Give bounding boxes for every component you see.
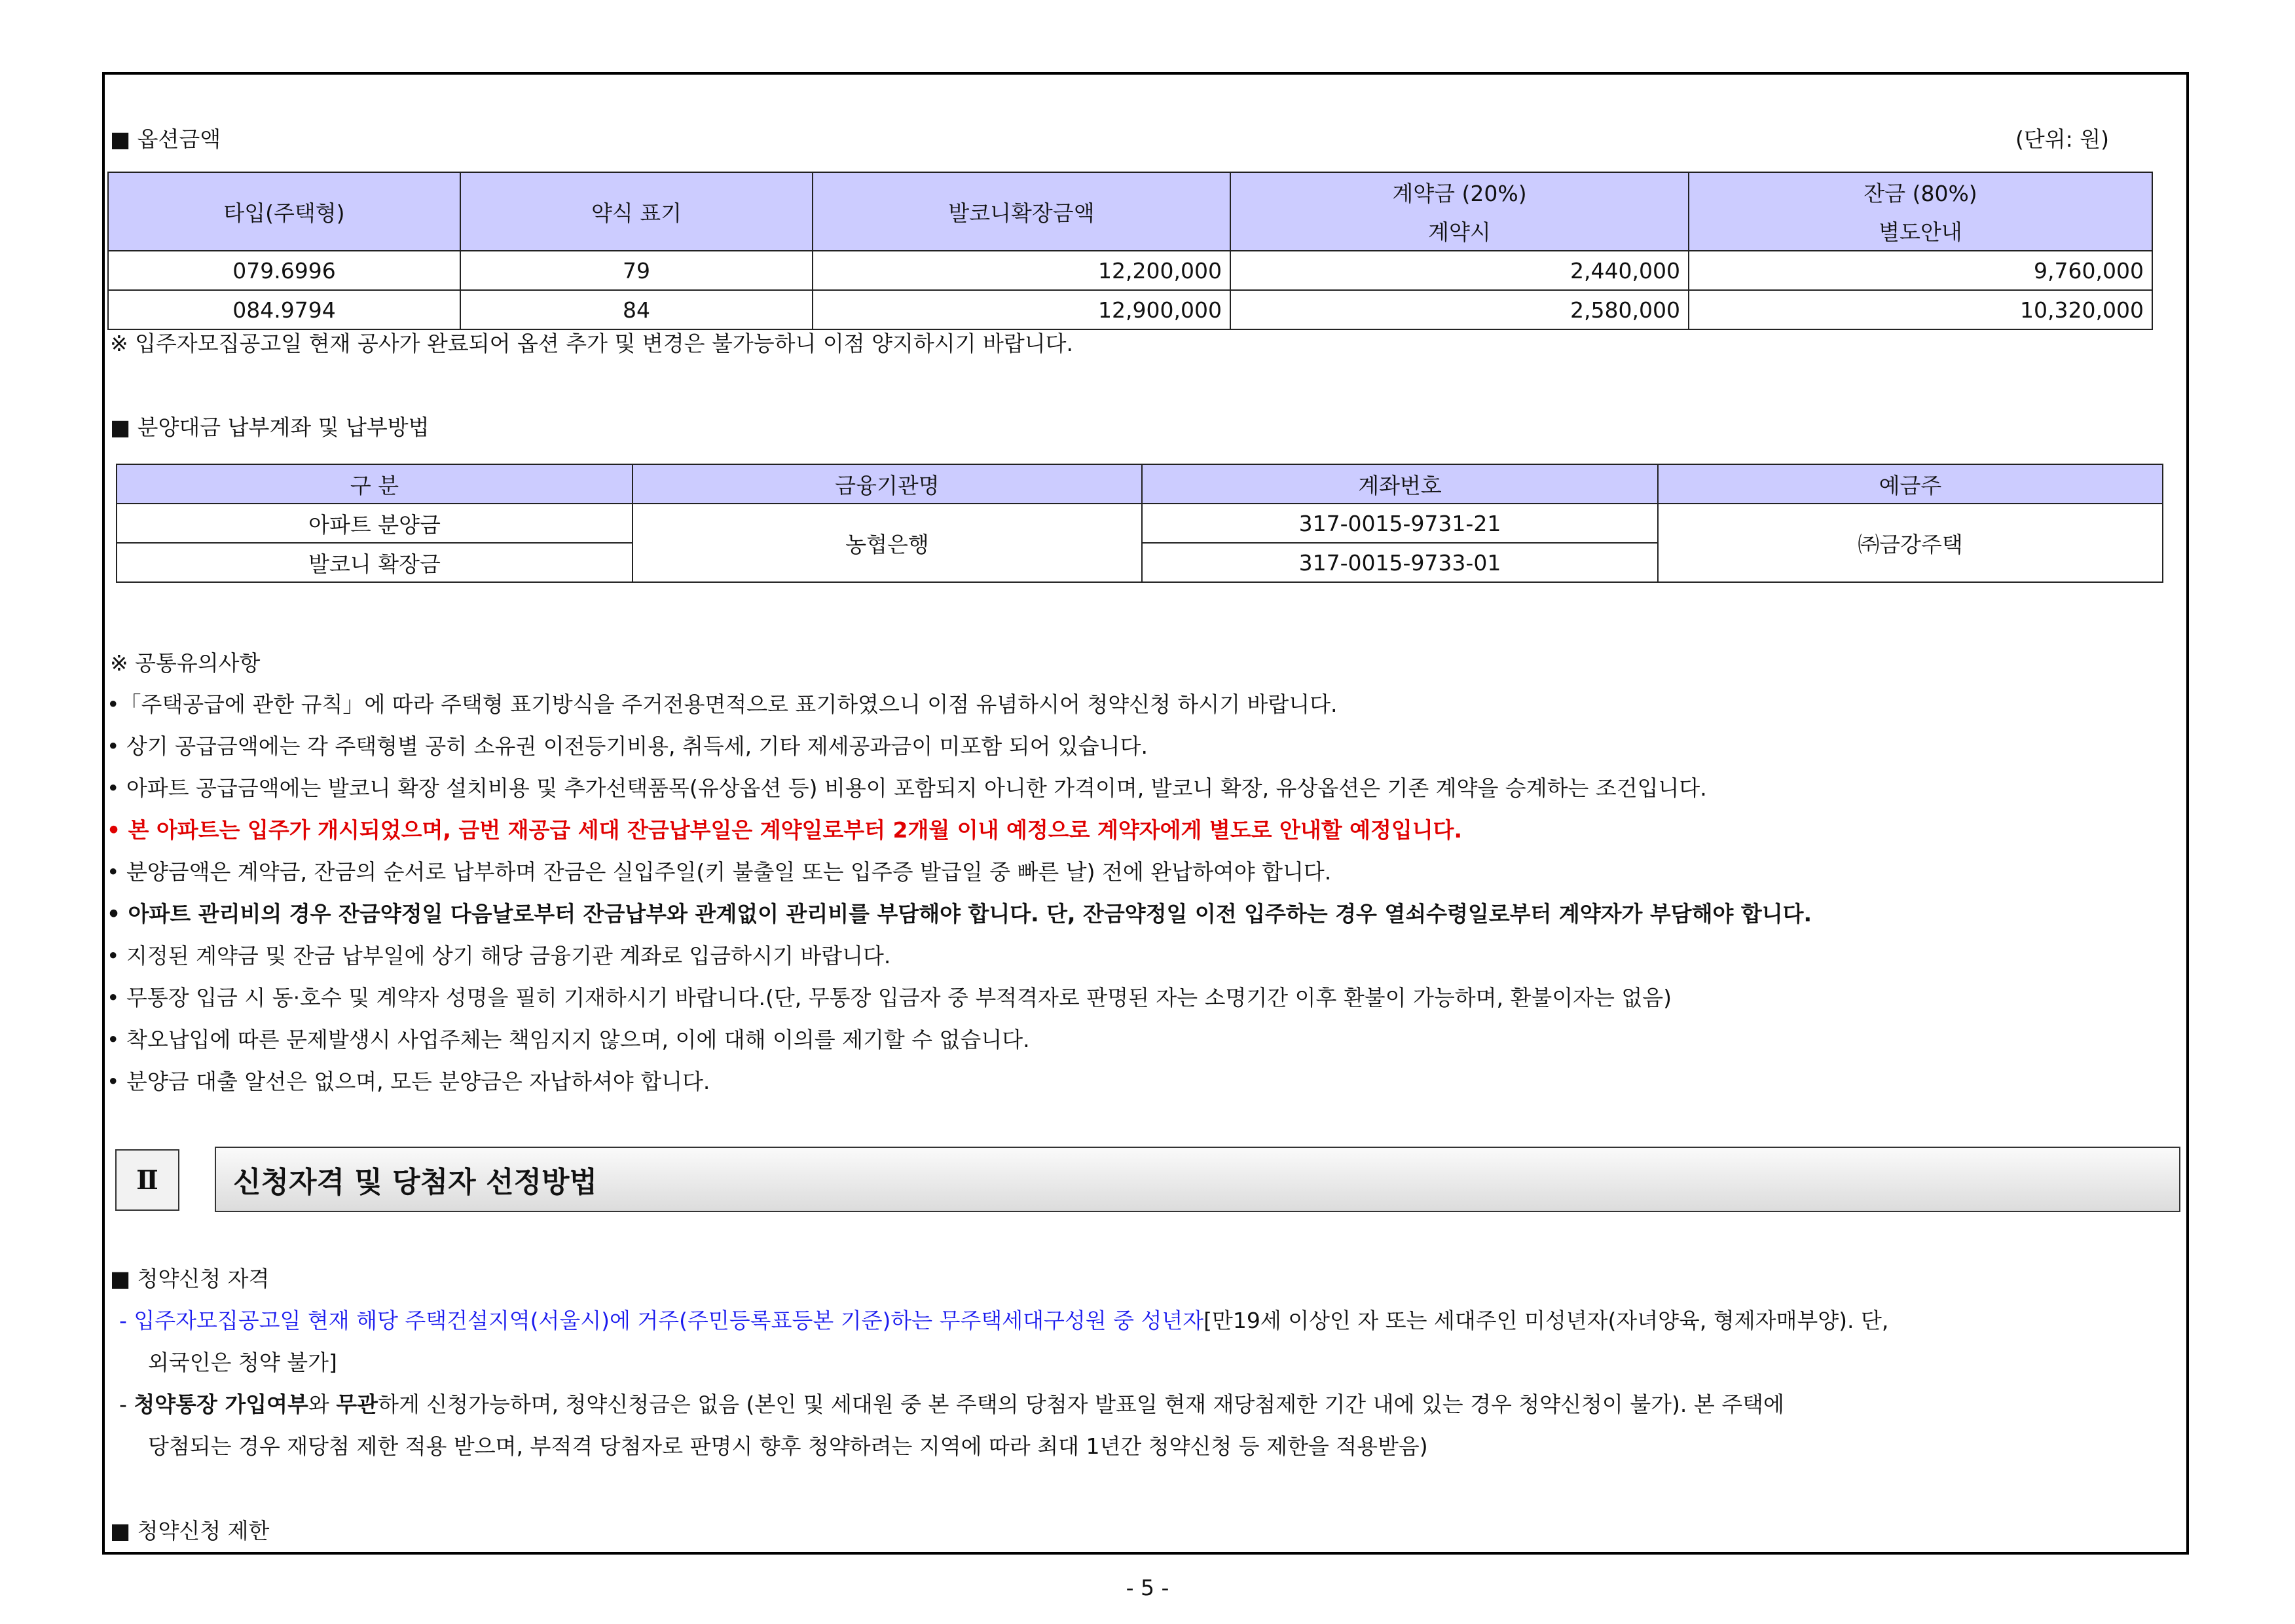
notes-heading: ※ 공통유의사항: [110, 650, 261, 676]
cell-holder: ㈜금강주택: [1658, 504, 2163, 582]
eligibility-item-2-text-1: 와: [308, 1392, 337, 1417]
cell-abbr: 79: [460, 251, 813, 290]
section-title: 신청자격 및 당첨자 선정방법: [215, 1147, 2180, 1212]
eligibility-item-2: [119, 1392, 1784, 1418]
eligibility-item-1: [119, 1308, 1888, 1334]
cell-deposit: 2,580,000: [1230, 290, 1689, 329]
unit-label: (단위: 원): [2015, 126, 2109, 152]
note-item: • 지정된 계약금 및 잔금 납부일에 상기 해당 금융기관 계좌로 입금하시기 바랍니다.: [107, 943, 891, 969]
eligibility-item-1-rest: [만19세 이상인 자 또는 세대주인 미성년자(자녀양육, 형제자매부양). 단,: [1203, 1308, 1889, 1333]
account-heading: ■ 분양대금 납부계좌 및 납부방법: [110, 415, 430, 440]
eligibility-item-2-dash: -: [119, 1392, 134, 1417]
col-balcony: 발코니확장금액: [813, 172, 1230, 251]
table-row: [108, 251, 2152, 290]
col-deposit-sub: 계약시: [1230, 212, 1689, 251]
eligibility-item-2-bold-1: 청약통장 가입여부: [134, 1392, 308, 1417]
col-balance-sub: 별도안내: [1689, 212, 2152, 251]
note-item: • 분양금 대출 알선은 없으며, 모든 분양금은 자납하셔야 합니다.: [107, 1069, 710, 1094]
cell-balance: 9,760,000: [1689, 251, 2152, 290]
account-table: [116, 464, 2163, 583]
note-item: •「주택공급에 관한 규칙」에 따라 주택형 표기방식을 주거전용면적으로 표기하였으니 이점 유념하시어 청약신청 하시기 바랍니다.: [107, 692, 1338, 717]
cell-balcony: 12,200,000: [813, 251, 1230, 290]
col-abbr: 약식 표기: [460, 172, 813, 251]
restriction-heading: ■ 청약신청 제한: [110, 1518, 270, 1543]
eligibility-item-2-bold-2: 무관: [336, 1392, 378, 1417]
eligibility-item-1-highlight: - 입주자모집공고일 현재 해당 주택건설지역(서울시)에 거주(주민등록표등본 기준)하는 무주택세대구성원 중 성년자: [119, 1308, 1204, 1333]
cell-account-number: 317-0015-9731-21: [1142, 504, 1658, 543]
cell-balance: 10,320,000: [1689, 290, 2152, 329]
table-row: [117, 504, 2163, 543]
col-bank: 금융기관명: [633, 464, 1142, 504]
cell-type: 084.9794: [108, 290, 460, 329]
col-holder: 예금주: [1658, 464, 2163, 504]
cell-type: 079.6996: [108, 251, 460, 290]
eligibility-item-2-text-2: 하게 신청가능하며, 청약신청금은 없음 (본인 및 세대원 중 본 주택의 당첨자 발표일 현재 재당첨제한 기간 내에 있는 경우 청약신청이 불가). 본 주택에: [378, 1392, 1784, 1417]
cell-bank: 농협은행: [633, 504, 1142, 582]
col-balance: 잔금 (80%): [1689, 172, 2152, 212]
note-item: • 무통장 입금 시 동·호수 및 계약자 성명을 필히 기재하시기 바랍니다.(단, 무통장 입금자 중 부적격자로 판명된 자는 소명기간 이후 환불이 가능하며, 환불이자는 없음): [107, 985, 1672, 1010]
note-item: • 착오납입에 따른 문제발생시 사업주체는 책임지지 않으며, 이에 대해 이의를 제기할 수 없습니다.: [107, 1027, 1030, 1052]
eligibility-heading: ■ 청약신청 자격: [110, 1266, 270, 1291]
col-type: 타입(주택형): [108, 172, 460, 251]
note-item: • 상기 공급금액에는 각 주택형별 공히 소유권 이전등기비용, 취득세, 기타 제세공과금이 미포함 되어 있습니다.: [107, 733, 1148, 759]
section-number: Ⅱ: [115, 1149, 179, 1211]
cell-category: 아파트 분양금: [117, 504, 633, 543]
option-heading: ■ 옵션금액: [110, 126, 221, 152]
cell-balcony: 12,900,000: [813, 290, 1230, 329]
col-category: 구 분: [117, 464, 633, 504]
eligibility-item-1-line2: 외국인은 청약 불가]: [148, 1350, 337, 1375]
option-table: [107, 172, 2153, 330]
note-item-bold: • 아파트 관리비의 경우 잔금약정일 다음날로부터 잔금납부와 관계없이 관리비를 부담해야 합니다. 단, 잔금약정일 이전 입주하는 경우 열쇠수령일로부터 계약자가 부담해야 합니다.: [107, 901, 1812, 927]
note-item: • 아파트 공급금액에는 발코니 확장 설치비용 및 추가선택품목(유상옵션 등) 비용이 포함되지 아니한 가격이며, 발코니 확장, 유상옵션은 기존 계약을 승계하는 조건입니다.: [107, 775, 1707, 801]
cell-deposit: 2,440,000: [1230, 251, 1689, 290]
eligibility-item-2-line2: 당첨되는 경우 재당첨 제한 적용 받으며, 부적격 당첨자로 판명시 향후 청약하려는 지역에 따라 최대 1년간 청약신청 등 제한을 적용받음): [148, 1433, 1428, 1459]
col-deposit: 계약금 (20%): [1230, 172, 1689, 212]
note-item-highlight: • 본 아파트는 입주가 개시되었으며, 금번 재공급 세대 잔금납부일은 계약일로부터 2개월 이내 예정으로 계약자에게 별도로 안내할 예정입니다.: [107, 817, 1462, 843]
page-number: - 5 -: [1126, 1575, 1169, 1600]
note-item: • 분양금액은 계약금, 잔금의 순서로 납부하며 잔금은 실입주일(키 불출일 또는 입주증 발급일 중 빠른 날) 전에 완납하여야 합니다.: [107, 859, 1332, 885]
cell-category: 발코니 확장금: [117, 543, 633, 582]
cell-abbr: 84: [460, 290, 813, 329]
col-account: 계좌번호: [1142, 464, 1658, 504]
table-row: [108, 290, 2152, 329]
option-note: ※ 입주자모집공고일 현재 공사가 완료되어 옵션 추가 및 변경은 불가능하니 이점 양지하시기 바랍니다.: [110, 331, 1074, 356]
cell-account-number: 317-0015-9733-01: [1142, 543, 1658, 582]
